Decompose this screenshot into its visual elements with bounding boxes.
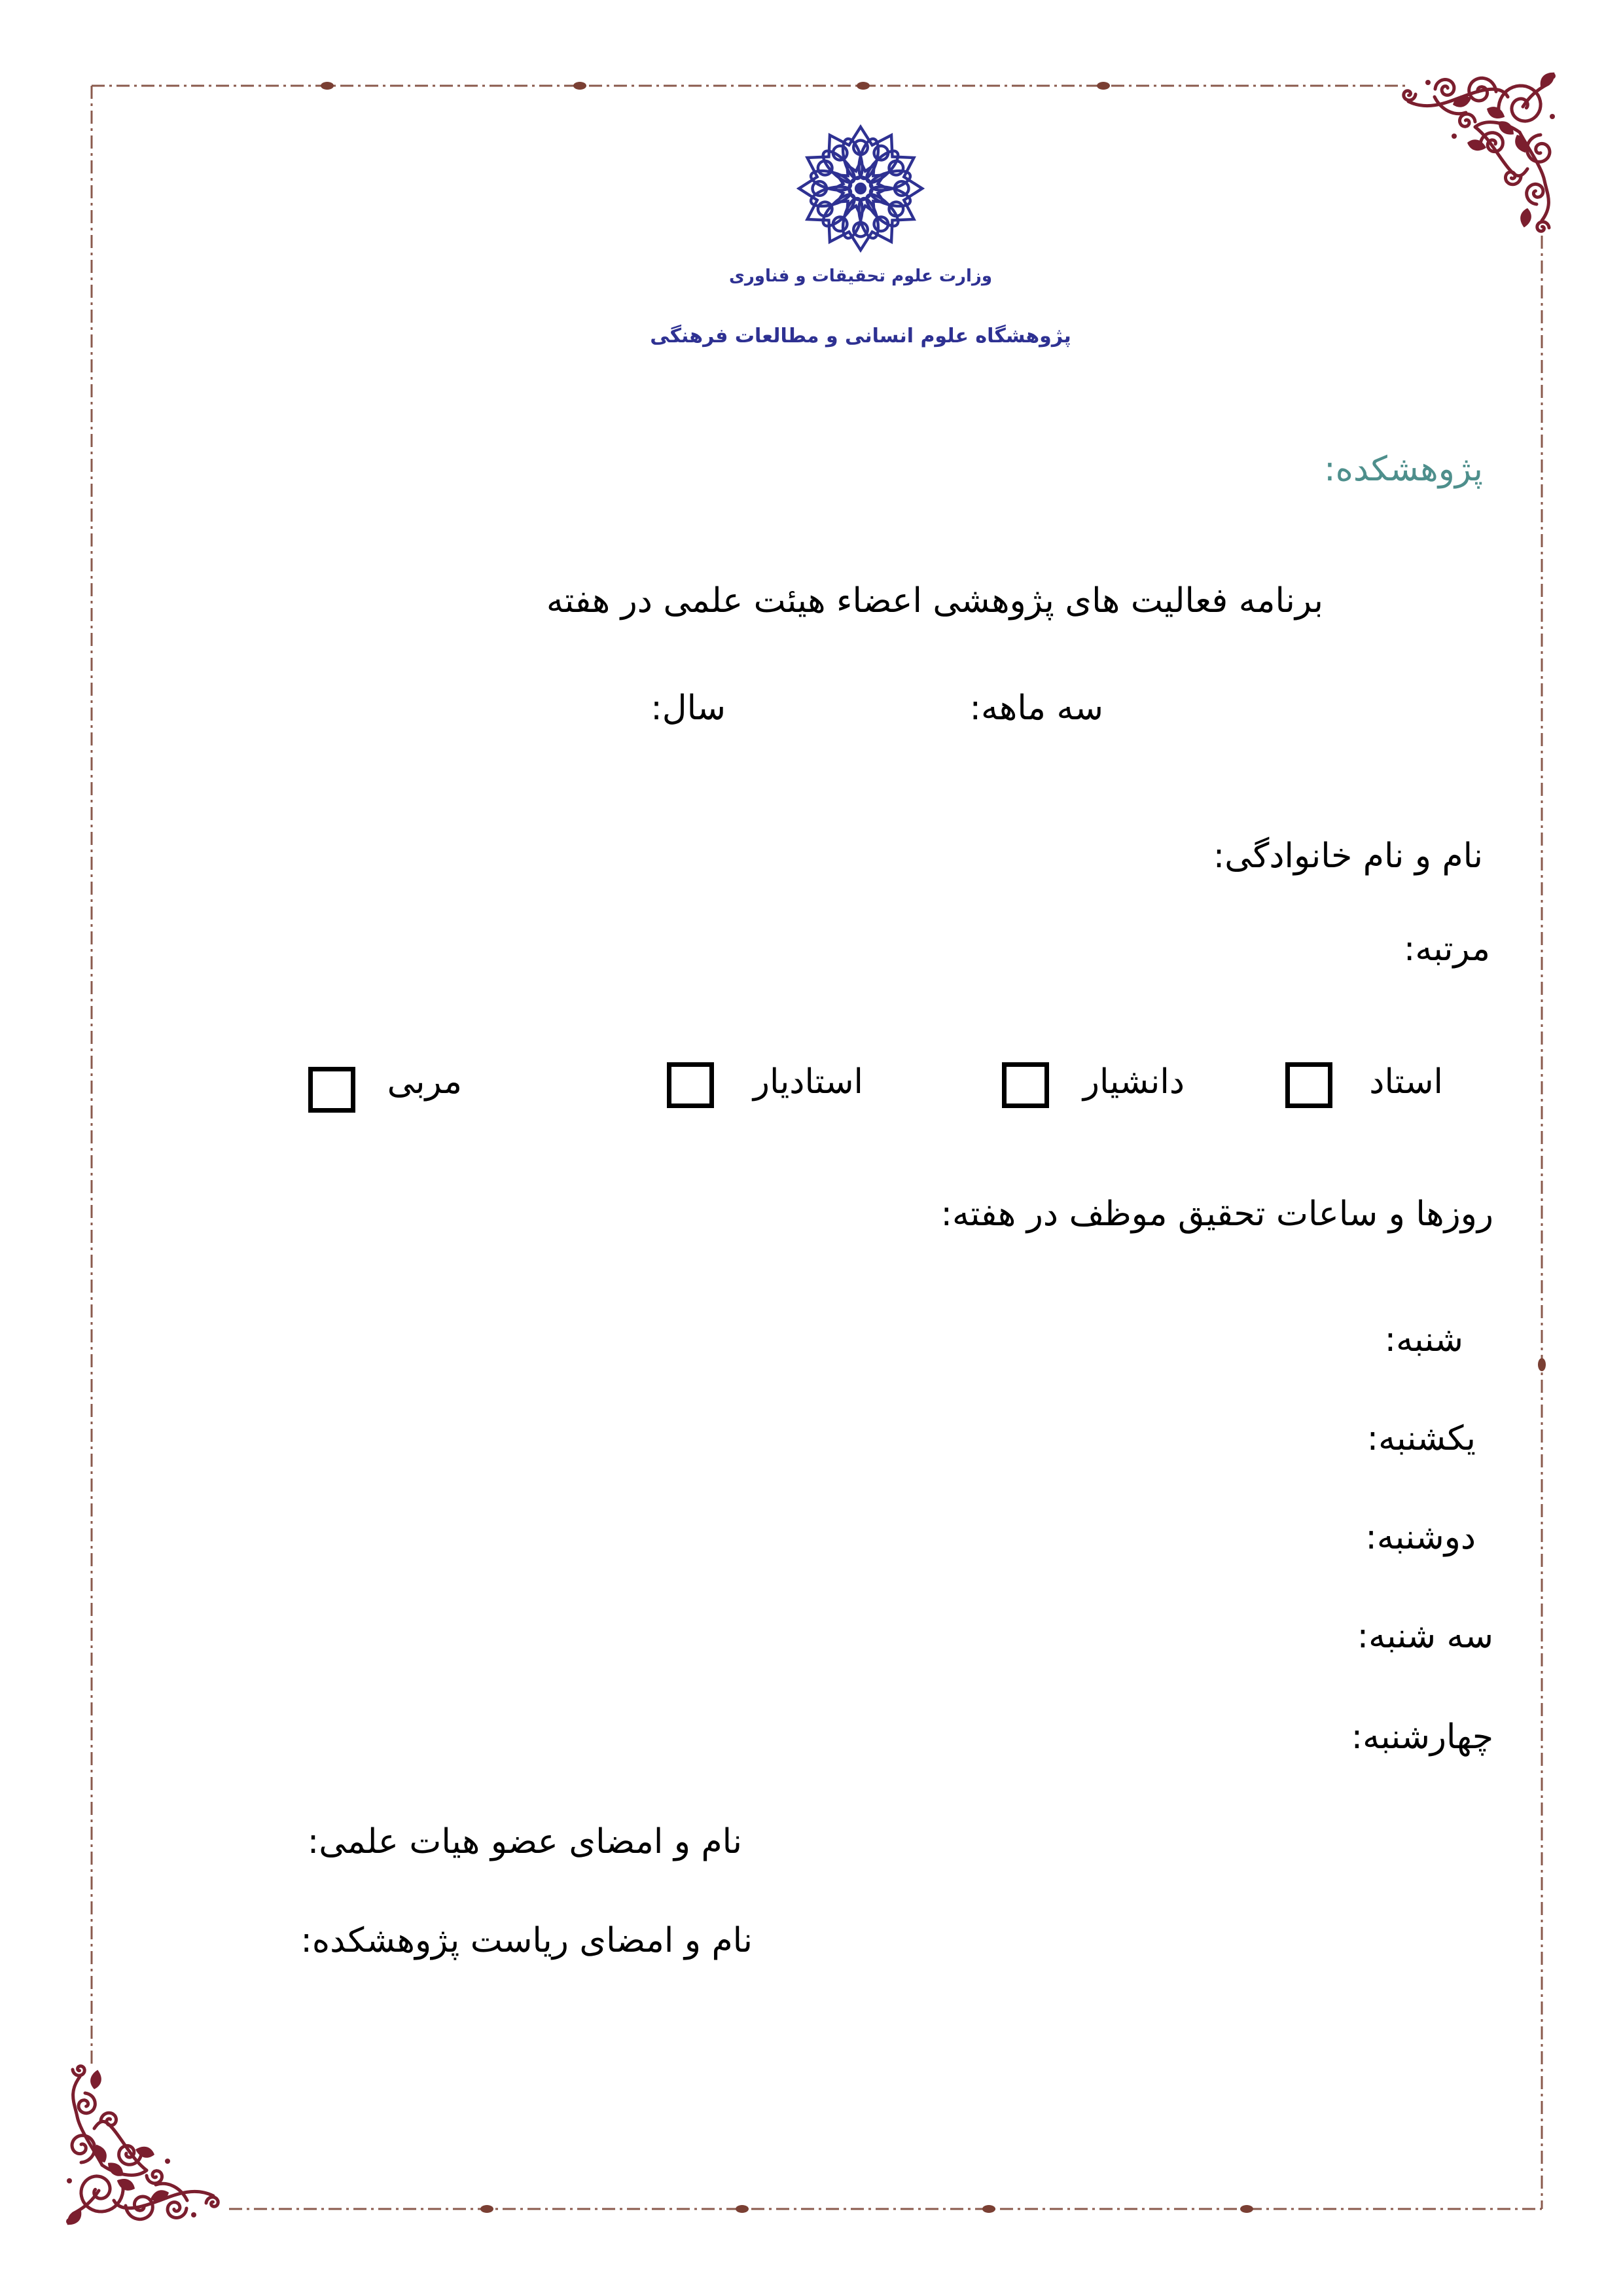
rank-option-label-instructor: مربی	[387, 1062, 462, 1102]
rank-option-label-professor: استاد	[1369, 1062, 1443, 1102]
rank-checkbox-professor[interactable]	[1285, 1062, 1332, 1108]
ornament-dot	[67, 2178, 72, 2183]
ornament-curl	[1435, 80, 1454, 96]
head-signature-label: نام و امضای ریاست پژوهشکده:	[300, 1921, 753, 1960]
frame-bead	[321, 82, 334, 90]
research-center-label: پژوهشکده:	[1324, 450, 1483, 489]
frame-bead	[480, 2205, 493, 2213]
ornament-leaf	[115, 2176, 137, 2194]
rank-option-label-associate-professor: دانشیار	[1082, 1062, 1185, 1102]
day-sunday-label: یکشنبه:	[1366, 1419, 1476, 1458]
frame-bead	[982, 2205, 995, 2213]
ornament-dot	[1550, 114, 1555, 119]
corner-ornament-bottom-left-icon	[63, 2056, 233, 2227]
ornament-curl	[206, 2197, 218, 2206]
rank-checkbox-associate-professor[interactable]	[1002, 1062, 1049, 1108]
emblem-loop	[872, 143, 891, 162]
frame-bead	[1538, 1358, 1546, 1371]
frame-bead	[1240, 2205, 1253, 2213]
form-title: برنامه فعالیت های پژوهشی اعضاء هیئت علمی در هفته	[546, 581, 1323, 620]
ornament-curl	[73, 2066, 84, 2075]
day-wednesday-label: چهارشنبه:	[1351, 1717, 1493, 1757]
corner-ornament-top-right-icon	[1389, 71, 1559, 241]
institute-name: پژوهشگاه علوم انسانی و مطالعات فرهنگی	[650, 325, 1071, 348]
emblem-loop	[830, 215, 849, 234]
ornament-dot	[191, 2212, 196, 2217]
frame-bead	[857, 82, 870, 90]
schedule-heading: روزها و ساعات تحقیق موظف در هفته:	[940, 1194, 1493, 1234]
ornament-leaf	[1519, 207, 1533, 228]
frame-bead	[1097, 82, 1110, 90]
member-signature-label: نام و امضای عضو هیات علمی:	[307, 1822, 742, 1861]
rank-option-label-assistant-professor: استادیار	[753, 1062, 863, 1102]
full-name-label: نام و نام خانوادگی:	[1213, 836, 1483, 876]
ornament-curl	[1460, 114, 1476, 126]
ornament-leaf	[1466, 137, 1488, 153]
ornament-dot	[1452, 134, 1457, 139]
emblem-loop	[815, 200, 834, 219]
year-label: سال:	[651, 689, 726, 728]
ornament-leaf	[1485, 104, 1507, 122]
ornament-dot	[165, 2159, 170, 2164]
rosette-emblem-icon	[796, 124, 925, 253]
emblem-loop	[887, 200, 906, 219]
ornament-curl	[1527, 184, 1543, 204]
ornament-curl	[1404, 91, 1416, 100]
ornament-dot	[66, 2218, 73, 2225]
emblem-loop	[872, 215, 891, 234]
ministry-name: وزارت علوم تحقیقات و فناوری	[728, 266, 993, 286]
rank-label: مرتبه:	[1403, 929, 1490, 969]
emblem-loop	[815, 158, 834, 177]
frame-beads	[321, 82, 1546, 2213]
ornament-curl	[79, 2093, 95, 2113]
emblem-loop	[830, 143, 849, 162]
quarter-label: سه ماهه:	[969, 689, 1103, 728]
ornament-leaf	[134, 2144, 156, 2160]
ornament-curl	[147, 2171, 162, 2183]
emblem-loop	[887, 158, 906, 177]
ornament-leaf	[89, 2069, 103, 2090]
day-saturday-label: شنبه:	[1384, 1320, 1463, 1359]
day-tuesday-label: سه شنبه:	[1357, 1617, 1493, 1656]
day-monday-label: دوشنبه:	[1365, 1518, 1476, 1557]
ornament-dot	[1549, 73, 1556, 79]
frame-bead	[573, 82, 586, 90]
ornament-curl	[168, 2202, 187, 2218]
frame-bead	[736, 2205, 749, 2213]
ornament-curl	[1537, 222, 1549, 231]
rank-checkbox-instructor[interactable]	[308, 1067, 355, 1113]
ornament-dot	[1425, 80, 1431, 85]
rank-checkbox-assistant-professor[interactable]	[667, 1062, 714, 1108]
emblem-center-dot	[856, 184, 865, 193]
